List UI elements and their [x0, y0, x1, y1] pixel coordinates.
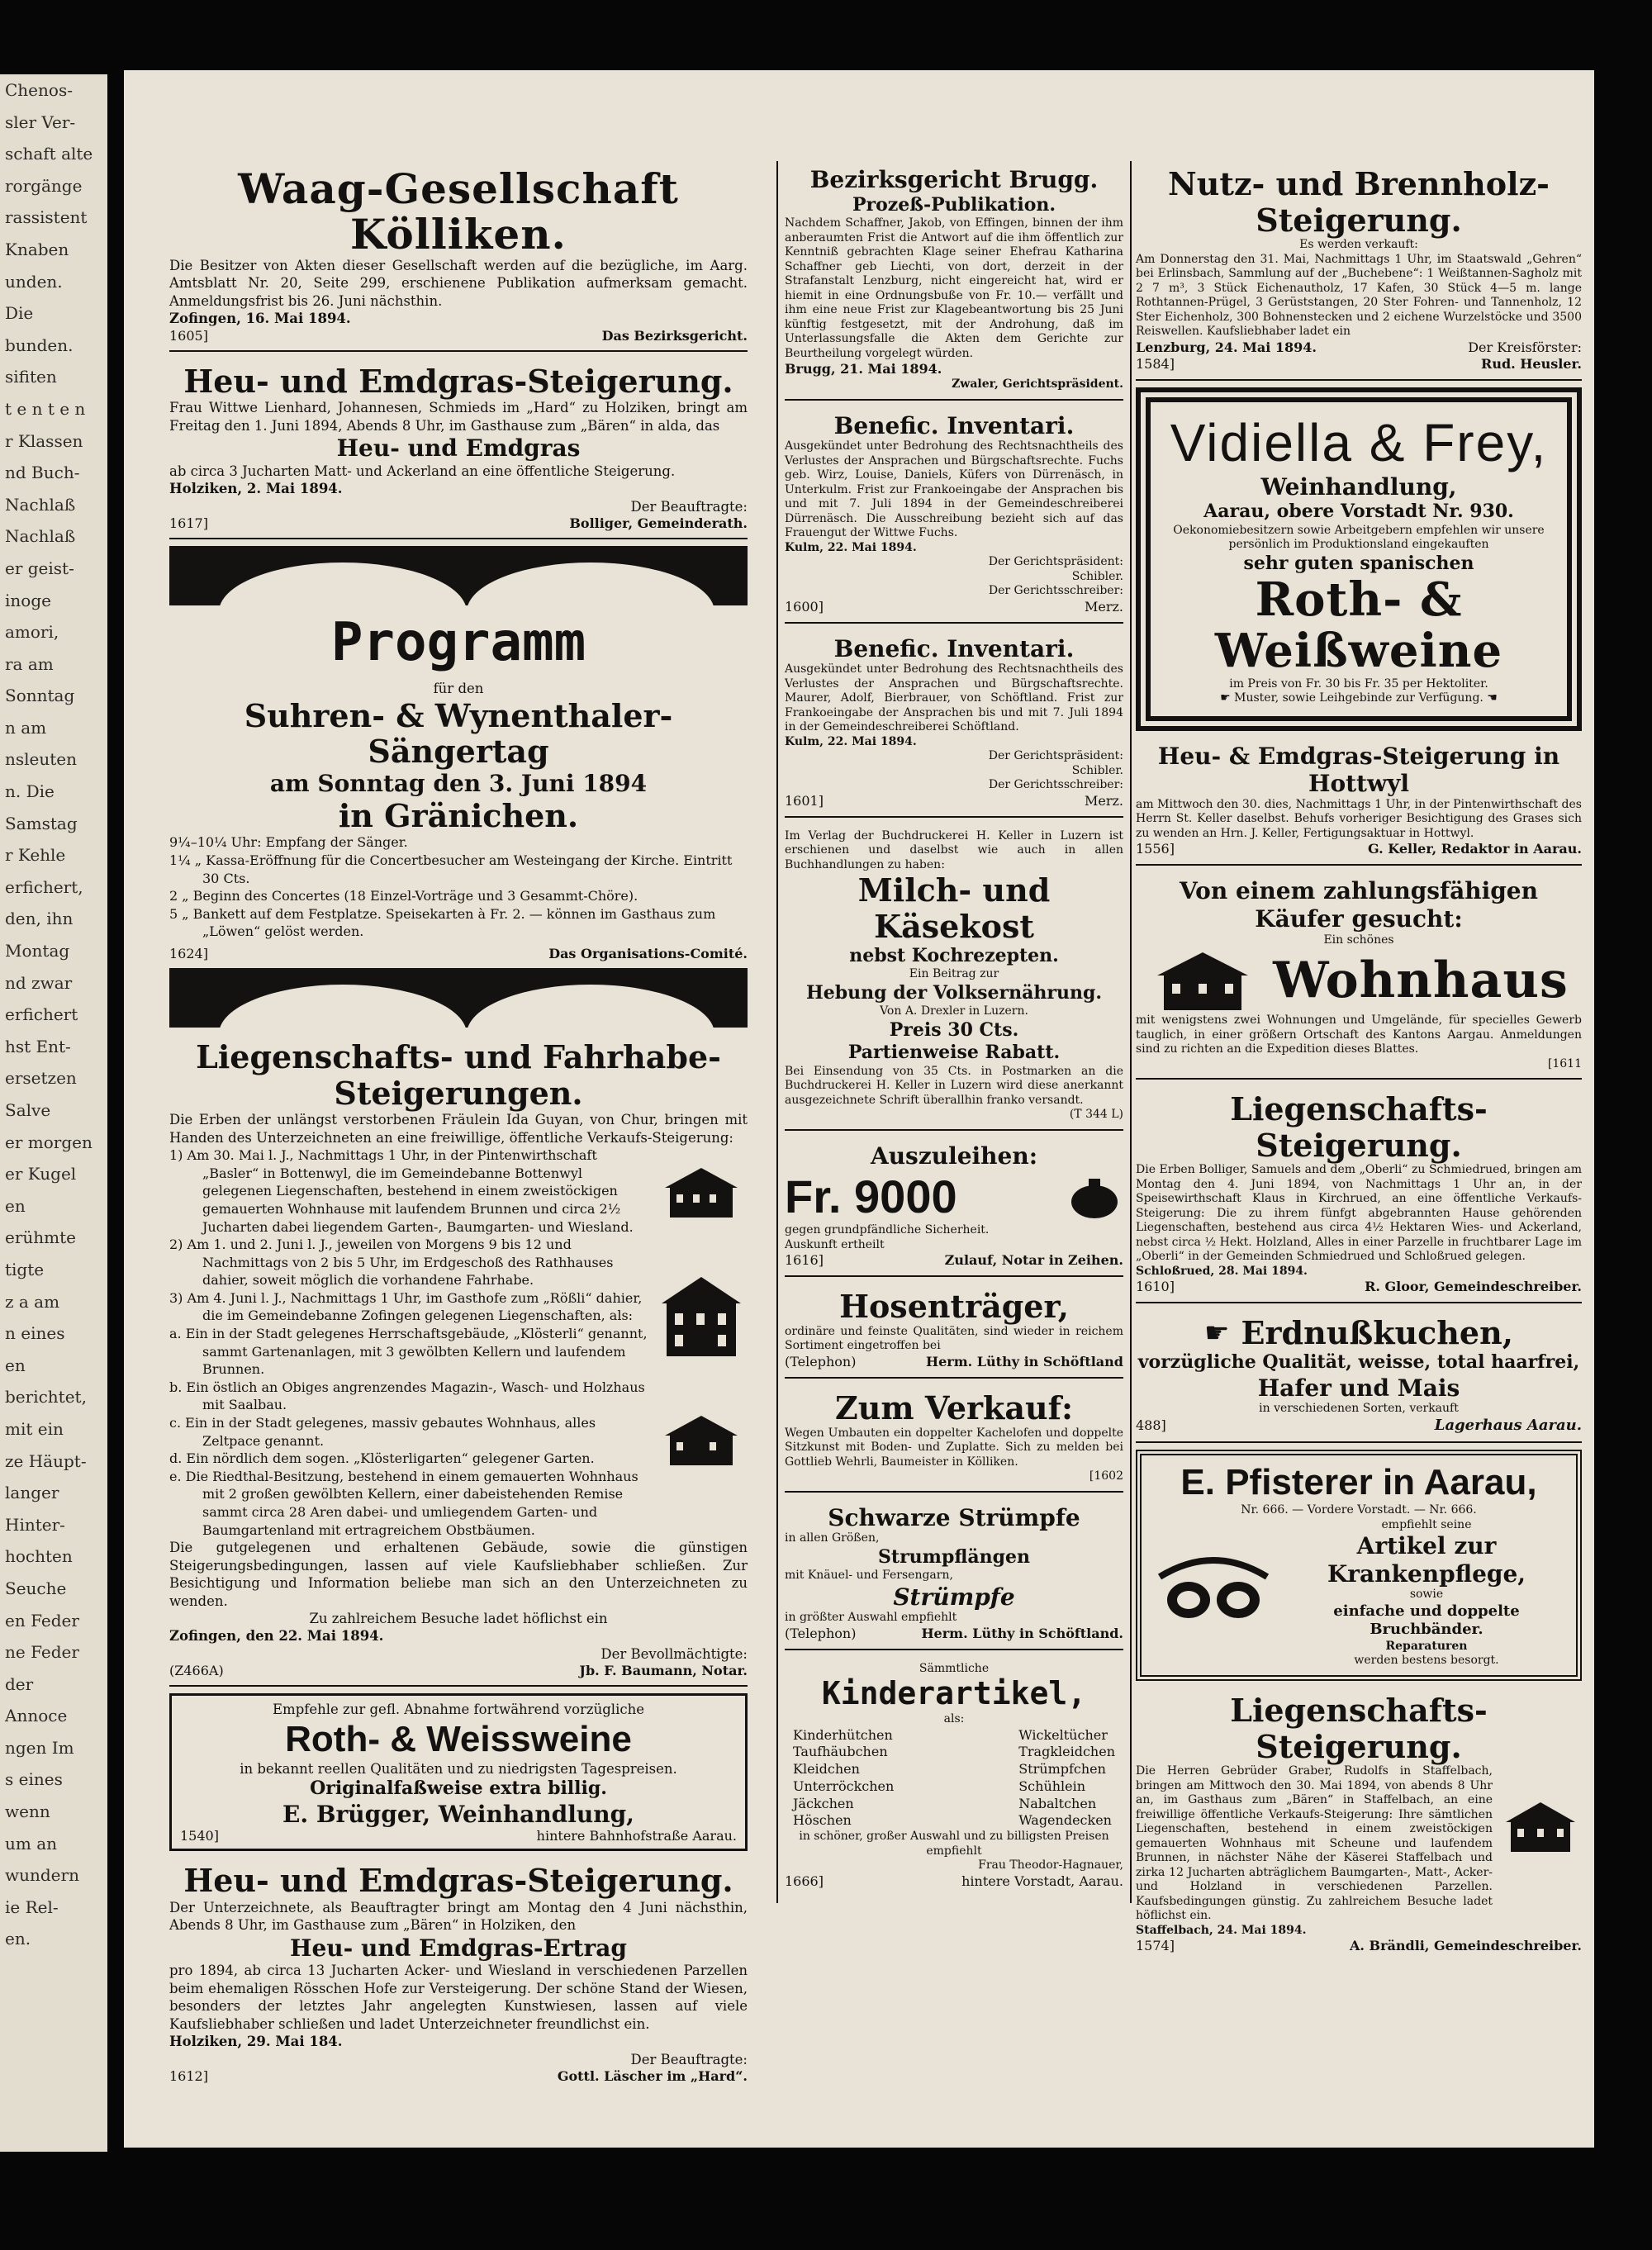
ad-number: 1601]	[785, 792, 824, 809]
ad-title: Schwarze Strümpfe	[828, 1503, 1080, 1531]
ad-name-1: Schibler.	[1071, 569, 1123, 583]
ad-subtitle: Prozeß-Publikation.	[852, 193, 1056, 216]
strip-line: en	[5, 1195, 26, 1216]
property-item: a. Ein in der Stadt gelegenes Herrschaftsgebäude, „Klösterli“ genannt, sammt Gartenanlagen, mit 3 gewölbten Kellern und laufendem Brunnen.	[169, 1326, 648, 1378]
ad-repair-2: werden bestens besorgt.	[1354, 1654, 1499, 1668]
ad-body: Oekonomiebesitzern sowie Arbeitgebern empfehlen wir unsere persönlich im Produktionsland eingekauften	[1173, 523, 1545, 552]
ad-title: Liegenschafts-Steigerung.	[1230, 1691, 1488, 1765]
strip-line: inoge	[5, 590, 51, 610]
ad-samples: ☛ Muster, sowie Leihgebinde zur Verfügung. ☚	[1220, 691, 1498, 705]
ad-emp: empfiehlt seine	[1381, 1517, 1472, 1531]
ad-body: Die Herren Gebrüder Graber, Rudolfs in Staffelbach, bringen am Mittwoch den 30. Mai 1894, von abends 8 Uhr an, im Gasthaus zum „Bären“ in Staffelbach, an eine freiwillige öffentliche Verkaufs-Steigerung: Ihre sämtlichen Liegenschaften, bestehend in einem zweistöckigen gemauerten Wohnhaus mit Scheune und laufendem Brunnen, in nächster Nähe der Käserei Staffelbach und zirka 12 Jucharten abträglichem Baumgarten-, Matt-, Acker- und Holzland in verschiedenen Parzellen. Kaufsbedingungen günstig. Zu zahlreichem Besuche ladet höflichst ein.	[1136, 1764, 1493, 1923]
ad-name-2: Merz.	[1084, 598, 1123, 615]
strip-line: t e n t e n	[5, 398, 86, 419]
strip-line: der	[5, 1673, 34, 1694]
adjacent-page-strip	[0, 74, 107, 2152]
strip-line: ngen Im	[5, 1737, 74, 1758]
ad-signature: Jb. F. Baumann, Notar.	[579, 1663, 748, 1679]
ad-signature: A. Brändli, Gemeindeschreiber.	[1350, 1938, 1582, 1954]
ad-title: Erdnußkuchen,	[1241, 1314, 1513, 1352]
ad-role: Der Beauftragte:	[630, 498, 748, 515]
strip-line: erühmte	[5, 1227, 76, 1248]
ad-title: Waag-Gesellschaft Kölliken.	[238, 164, 679, 259]
ad-body-3: in größter Auswahl empfiehlt	[785, 1611, 957, 1625]
ad-telephone: (Telephon)	[785, 1625, 857, 1641]
strip-line: n. Die	[5, 781, 55, 802]
kinder-item: Höschen	[793, 1812, 852, 1829]
ad-body: Der Unterzeichnete, als Beauftragter bringt am Montag den 4 Juni nächsthin, Abends 8 Uhr, im Gasthause zum „Bären“ in Holziken, den	[169, 1899, 748, 1934]
strip-line: z a am	[5, 1291, 60, 1312]
strip-line: Annoce	[5, 1706, 68, 1726]
program-date: am Sonntag den 3. Juni 1894	[269, 770, 648, 798]
ad-subtitle: in bekannt reellen Qualitäten und zu niedrigsten Tagespreisen.	[240, 1760, 677, 1777]
decorative-banner	[169, 968, 748, 1028]
ad-subtitle: Heu- und Emdgras-Ertrag	[290, 1934, 627, 1962]
ad-body: in schöner, großer Auswahl und zu billigsten Preisen empfiehlt	[799, 1830, 1109, 1858]
ad-body: Wegen Umbauten ein doppelter Kachelofen und doppelte Sitzkunst mit Boden- und Zuplatte. Sich zu melden bei Gottlieb Wehrli, Baumeister in Kölliken.	[785, 1426, 1123, 1469]
ad-title: Liegenschafts- und Fahrhabe-Steigerungen.	[196, 1037, 721, 1112]
ad-signature: Zulauf, Notar in Zeihen.	[944, 1252, 1123, 1269]
house-illustration	[657, 1411, 746, 1469]
strip-line: wenn	[5, 1801, 50, 1822]
strip-line: schaft alte	[5, 144, 93, 164]
ad-body: Ausgekündet unter Bedrohung des Rechtsnachtheils des Verlustes der Ansprachen und Bürgschaftsrechte. Maurer, Adolf, Bierbrauer, von Schöftland. Frist zur Frankoeingabe der Ansprachen bis und mit 7. Juli 1894 in der Gemeindeschreiberei Schöftland.	[785, 662, 1123, 734]
strip-line: sifiten	[5, 367, 57, 387]
ad-articles: Artikel zur Krankenpflege,	[1327, 1532, 1526, 1588]
kinder-list-left	[793, 1727, 894, 1830]
program-festival: Suhren- & Wynenthaler-Sängertag	[244, 696, 673, 771]
ad-outro: Die gutgelegenen und erhaltenen Gebäude, sowie die günstigen Steigerungsbedingungen, lassen auf viele Kaufsliebhaber schließen. Zur Besichtigung und Information beliebe man sich an den Unterzeichneten zu wenden.	[169, 1540, 748, 1609]
ad-name: E. Brügger, Weinhandlung,	[282, 1800, 634, 1828]
ad-outro-2: Zu zahlreichem Besuche ladet höflichst ein	[309, 1610, 608, 1626]
column-3	[1136, 161, 1582, 1968]
ad-body: Die Besitzer von Akten dieser Gesellschaft werden auf die bezügliche, im Aarg. Amtsblatt Nr. 20, Seite 299, erschienene Publikation aufmerksam gemacht. Anmeldungsfrist bis 26. Juni nächsthin.	[169, 258, 748, 309]
ad-subtitle: Heu- und Emdgras	[336, 434, 581, 463]
ad-place: Holziken, 2. Mai 1894.	[169, 481, 343, 497]
ad-number: 1556]	[1136, 841, 1175, 857]
ad-sowie: sowie	[1409, 1588, 1444, 1602]
ad-title: Kinderartikel,	[821, 1675, 1087, 1712]
strip-line: s eines	[5, 1769, 63, 1790]
ad-subtitle-2: Strümpfe	[893, 1583, 1015, 1611]
ad-benefic-1	[785, 407, 1123, 624]
ad-place: Kulm, 22. Mai 1894.	[785, 734, 917, 748]
ad-number: 1540]	[180, 1828, 219, 1844]
ad-signature: Bolliger, Gemeinderath.	[569, 515, 748, 532]
strip-line: amori,	[5, 622, 59, 643]
ad-body-2: pro 1894, ab circa 13 Jucharten Acker- und Wiesland in verschiedenen Parzellen beim ehemaligen Rösschen Hofe zur Versteigerung. Der schöne Stand der Wiesen, besonders der letztes Jahr angelegten Kunstwiesen, lassen auf viele Kaufsliebhaber schließen und ladet Unterzeichneter freundlichst ein.	[169, 1963, 748, 2032]
ad-big-word: Wohnhaus	[1273, 952, 1569, 1010]
ad-address: Aarau, obere Vorstadt Nr. 930.	[1203, 501, 1514, 523]
program-item: 9¼–10¼ Uhr: Empfang der Sänger.	[169, 834, 408, 851]
ad-title: Benefic. Inventari.	[833, 634, 1075, 662]
ad-body: in verschiedenen Sorten, verkauft	[1259, 1402, 1459, 1416]
ad-wohnhaus-gesucht	[1136, 872, 1582, 1080]
ad-nutz-brennholz	[1136, 161, 1582, 381]
strip-line: Knaben	[5, 239, 69, 259]
ad-title: Milch- und Käsekost	[857, 871, 1051, 945]
ad-role-2: Der Gerichtsschreiber:	[988, 778, 1123, 792]
pointing-hand-icon: ☚	[1483, 691, 1498, 705]
ad-body: gegen grundpfändliche Sicherheit.	[785, 1223, 990, 1237]
ad-wines: Roth- & Weißweine	[1214, 572, 1503, 679]
ad-auszuleihen	[785, 1137, 1123, 1278]
ad-hottwyl	[1136, 738, 1582, 866]
property-item: 3) Am 4. Juni l. J., Nachmittags 1 Uhr, im Gasthofe zum „Rößli“ dahier, die im Gemeindebanne Zofingen gelegenen Liegenschaften, als:	[169, 1289, 643, 1324]
ad-top: Empfehle zur gefl. Abnahme fortwährend vorzügliche	[273, 1702, 644, 1718]
kinder-item: Strümpfchen	[1018, 1761, 1106, 1778]
strip-line: Salve	[5, 1100, 51, 1120]
ad-name-2: Merz.	[1084, 792, 1123, 809]
column-2	[776, 161, 1132, 1903]
ad-address: Nr. 666. — Vordere Vorstadt. — Nr. 666.	[1241, 1503, 1477, 1517]
ad-title: Auszuleihen:	[870, 1142, 1038, 1170]
strip-line: rassistent	[5, 207, 88, 228]
ad-signature: Rud. Heusler.	[1481, 355, 1582, 372]
ad-quality: vorzügliche Qualität, weisse, total haarfrei,	[1137, 1351, 1580, 1374]
ad-title: Roth- & Weissweine	[285, 1718, 632, 1759]
strip-line: en	[5, 1355, 26, 1375]
ad-heu-emdgras-2	[169, 1858, 748, 2091]
ad-title: E. Pfisterer in Aarau,	[1180, 1462, 1537, 1503]
strip-line: ie Rel-	[5, 1896, 59, 1917]
strip-line: n am	[5, 717, 47, 738]
kinder-item: Kleidchen	[793, 1761, 860, 1778]
ad-vidiella-frey	[1136, 387, 1582, 731]
ad-number: 1624]	[169, 945, 208, 961]
villa-illustration	[657, 1270, 746, 1361]
ad-title: Heu- und Emdgras-Steigerung.	[183, 1862, 733, 1900]
ad-number: [1602	[1089, 1469, 1123, 1483]
kinder-item: Wagendecken	[1018, 1812, 1112, 1829]
ad-role: Der Bevollmächtigte:	[601, 1645, 748, 1662]
ad-signature: Herm. Lüthy in Schöftland.	[921, 1625, 1123, 1641]
ad-telephone: (Telephon)	[785, 1353, 857, 1369]
ad-bezirksgericht	[785, 161, 1123, 401]
ad-intro: Es werden verkauft:	[1299, 238, 1418, 252]
ad-place: Staffelbach, 24. Mai 1894.	[1136, 1923, 1307, 1937]
ad-place: Holziken, 29. Mai 184.	[169, 2034, 343, 2050]
strip-line: ze Häupt-	[5, 1450, 87, 1471]
ad-signature: Zwaler, Gerichtspräsident.	[952, 377, 1123, 392]
ad-signature: R. Gloor, Gemeindeschreiber.	[1365, 1279, 1582, 1295]
ad-top: Sämmtliche	[919, 1661, 990, 1675]
ad-address: hintere Bahnhofstraße Aarau.	[536, 1828, 737, 1844]
ad-signature: G. Keller, Redaktor in Aarau.	[1368, 841, 1582, 857]
strip-line: en Feder	[5, 1610, 79, 1631]
money-bag-icon	[1066, 1172, 1123, 1222]
ad-price: Preis 30 Cts.	[889, 1018, 1019, 1041]
ad-subtitle-2: Ein Beitrag zur	[909, 967, 999, 981]
kinder-item: Taufhäubchen	[793, 1744, 888, 1760]
ad-number: 1616]	[785, 1252, 824, 1269]
strip-line: Seuche	[5, 1578, 67, 1598]
strip-line: tigte	[5, 1259, 45, 1279]
strip-line: Sonntag	[5, 686, 75, 706]
ad-milch-kaesekost	[785, 824, 1123, 1131]
property-item: b. Ein östlich an Obiges angrenzendes Magazin-, Wasch- und Holzhaus mit Saalbau.	[169, 1379, 645, 1413]
ad-zum-verkauf	[785, 1385, 1123, 1493]
program-place: in Gränichen.	[338, 796, 579, 834]
ad-address: hintere Vorstadt, Aarau.	[961, 1873, 1123, 1889]
strip-line: er Kugel	[5, 1164, 77, 1184]
ad-number: 1666]	[785, 1873, 824, 1889]
ad-repair: Reparaturen	[1385, 1639, 1468, 1653]
ad-signature: Herm. Lüthy in Schöftland	[926, 1353, 1123, 1369]
truss-illustration	[1151, 1552, 1275, 1635]
program-items	[169, 833, 748, 941]
ad-place: Lenzburg, 24. Mai 1894.	[1136, 339, 1317, 355]
ad-number: 1610]	[1136, 1279, 1175, 1295]
ad-number: [1611	[1547, 1056, 1582, 1070]
newspaper-page	[124, 70, 1594, 2148]
pointing-hand-icon: ☛	[1204, 1317, 1230, 1350]
house-illustration	[1149, 947, 1256, 1013]
strip-line: bunden.	[5, 335, 74, 355]
program-title: Programm	[330, 612, 586, 674]
ad-subtitle: Weinhandlung,	[1260, 472, 1457, 501]
ad-waag	[169, 161, 748, 352]
ad-place: Zofingen, 16. Mai 1894.	[169, 311, 351, 327]
ad-code: (T 344 L)	[1069, 1108, 1123, 1122]
ad-kinderartikel	[785, 1657, 1123, 1896]
property-item: 2) Am 1. und 2. Juni l. J., jeweilen von Morgens 9 bis 12 und Nachmittags von 2 bis 5 Uhr, im Erdgeschoß des Rathhauses dahier, soweit möglich die vorhandene Fahrhabe.	[169, 1237, 614, 1289]
ad-benefic-2	[785, 630, 1123, 818]
ad-bruegger-weine	[169, 1693, 748, 1851]
strip-line: um an	[5, 1833, 58, 1854]
ad-hosentraeger	[785, 1284, 1123, 1379]
ad-signature: Gottl. Läscher im „Hard“.	[557, 2068, 748, 2084]
ad-title: Bezirksgericht Brugg.	[809, 166, 1099, 193]
ad-body: Nachdem Schaffner, Jakob, von Effingen, binnen der ihm anberaumten Frist die Antwort auf die ihm öffentlich zur Kenntniß gebrachten Klage seiner Ehefrau Katharina Schaffner geb Liechti, von dort, derzeit in der Strafanstalt Lenzburg, nicht eingereicht hat, wird er hiemit in eine Ordnungsbuße von Fr. 10.— verfällt und ihm eine neue Frist zur Klagebeantwortung bis 25 Juni künftig festgesetzt, mit der Androhung, daß im Unterlassungsfalle die Akten dem Gerichte zur Beurtheilung vorgelegt würden.	[785, 216, 1123, 360]
strip-line: Die	[5, 303, 34, 324]
ad-number: 1600]	[785, 598, 824, 615]
ad-info: Auskunft ertheilt	[785, 1237, 885, 1251]
strip-line: en.	[5, 1929, 31, 1949]
ad-signature: Das Bezirksgericht.	[601, 327, 748, 344]
ad-subtitle: Strumpflängen	[878, 1545, 1030, 1568]
ad-body: Ausgekündet unter Bedrohung des Rechtsnachtheils des Verlustes der Ansprachen und Bürgschaftsrechte. Fuchs geb. Wirz, Louise, Daniels, Küfers von Dürrenäsch, in Unterkulm. Frist zur Frankoeingabe der Ansprachen bis und mit 7. Juli 1894 in der Gemeindeschreiberei Dürrenäsch. Die Ausschreibung bezieht sich auf das Frauengut der Wittwe Fuchs.	[785, 439, 1123, 540]
ad-body-2: ab circa 3 Jucharten Matt- und Ackerland an eine öffentliche Steigerung.	[169, 463, 676, 479]
ad-signature: Lagerhaus Aarau.	[1434, 1416, 1582, 1434]
property-item: d. Ein nördlich dem sogen. „Klösterligarten“ gelegener Garten.	[169, 1450, 595, 1467]
ad-title: Heu- und Emdgras-Steigerung.	[183, 362, 733, 400]
ad-heu-emdgras-1	[169, 358, 748, 539]
ad-role: Der Beauftragte:	[630, 2051, 748, 2067]
house-illustration	[657, 1163, 746, 1221]
ad-number: 1617]	[169, 515, 208, 532]
property-item: 1) Am 30. Mai l. J., Nachmittags 1 Uhr, in der Pintenwirthschaft „Basler“ in Bottenwyl, die im Gemeindebanne Bottenwyl gelegenen Liegenschaften, bestehend in einem zweistöckigen gemauerten Wohnhause mit laufendem Brunnen und circa 2½ Jucharten dabei liegendem Garten-, Baumgarten- und Wiesland.	[169, 1147, 634, 1235]
strip-line: berichtet,	[5, 1387, 87, 1407]
strip-line: nd Buch-	[5, 463, 80, 483]
strip-line: erfichert	[5, 1004, 78, 1025]
strip-line: Montag	[5, 941, 70, 961]
pointing-hand-icon: ☛	[1220, 691, 1235, 705]
ad-title: Benefic. Inventari.	[833, 411, 1075, 439]
ad-subtitle: nebst Kochrezepten.	[849, 944, 1059, 966]
ad-liegenschafts-steigerung-1	[1136, 1086, 1582, 1303]
strip-line: sler Ver-	[5, 112, 76, 132]
ad-liegenschaften-fahrhabe	[169, 1034, 748, 1687]
strip-line: r Kehle	[5, 845, 66, 866]
kinder-item: Wickeltücher	[1018, 1726, 1108, 1743]
strip-line: ra am	[5, 653, 54, 674]
ad-price: im Preis von Fr. 30 bis Fr. 35 per Hektoliter.	[1229, 676, 1488, 691]
ad-role: Der Kreisförster:	[1468, 339, 1582, 355]
ad-place: Brugg, 21. Mai 1894.	[785, 361, 942, 377]
strip-line: r Klassen	[5, 430, 83, 451]
kinder-item: Jäckchen	[793, 1795, 854, 1811]
ad-subtitle: Hafer und Mais	[1257, 1374, 1460, 1402]
ad-number: 488]	[1136, 1417, 1166, 1433]
ad-schwarze-struempfe	[785, 1499, 1123, 1650]
ad-original: Originalfaßweise extra billig.	[310, 1778, 607, 1800]
ad-body: mit wenigstens zwei Wohnungen und Umgelände, für specielles Gewerb tauglich, in einer größern Ortschaft des Kantons Aargau. Anmeldungen sind zu richten an die Expedition dieses Blattes.	[1136, 1013, 1582, 1056]
ad-place: Schloßrued, 28. Mai 1894.	[1136, 1264, 1308, 1278]
kinder-item: Nabaltchen	[1018, 1795, 1097, 1811]
ad-body: Bei Einsendung von 35 Cts. in Postmarken an die Buchdruckerei H. Keller in Luzern wird diese anerkannt ausgezeichnete Schrift überallhin franko versandt.	[785, 1064, 1123, 1107]
ad-title: Von einem zahlungsfähigen Käufer gesucht:	[1180, 877, 1538, 933]
strip-line: wundern	[5, 1865, 79, 1886]
ad-place: Kulm, 22. Mai 1894.	[785, 540, 917, 554]
ad-name-1: Schibler.	[1071, 763, 1123, 777]
ad-body: am Mittwoch den 30. dies, Nachmittags 1 Uhr, in der Pintenwirthschaft des Herrn St. Keller daselbst. Behufs vorheriger Besichtigung des Grases sich zu wenden an Hrn. J. Keller, Fertigungsaktuar in Hottwyl.	[1136, 797, 1582, 840]
strip-line: rorgänge	[5, 175, 83, 196]
ad-title: Liegenschafts-Steigerung.	[1230, 1090, 1488, 1164]
property-list	[169, 1146, 648, 1539]
ad-subtitle-3: Hebung der Volksernährung.	[806, 981, 1102, 1004]
ad-number: (Z466A)	[169, 1663, 224, 1679]
strip-line: n eines	[5, 1323, 65, 1344]
strip-line: nsleuten	[5, 749, 78, 770]
ad-number: 1574]	[1136, 1938, 1175, 1954]
ad-discount: Partienweise Rabatt.	[847, 1042, 1061, 1064]
ad-role-2: Der Gerichtsschreiber:	[988, 584, 1123, 598]
kinder-item: Kinderhütchen	[793, 1726, 893, 1743]
ad-role-1: Der Gerichtspräsident:	[988, 555, 1123, 569]
strip-line: hochten	[5, 1546, 73, 1567]
ad-body: in allen Größen,	[785, 1531, 880, 1545]
ad-place: Zofingen, den 22. Mai 1894.	[169, 1628, 384, 1645]
ad-als: als:	[943, 1712, 965, 1725]
decorative-banner	[169, 546, 748, 605]
ad-liegenschafts-steigerung-2	[1136, 1688, 1582, 1961]
program-for: für den	[433, 681, 484, 697]
property-item: c. Ein in der Stadt gelegenes, massiv gebautes Wohnhaus, alles Zeltpace genannt.	[169, 1415, 596, 1449]
column-1	[169, 161, 748, 2097]
ad-body: Am Donnerstag den 31. Mai, Nachmittags 1 Uhr, im Staatswald „Gehren“ bei Erlinsbach, Sammlung auf der „Buchebene“: 1 Weißtannen-Sagholz mit 2 7 m³, 3 Stück Eichenautholz, 17 Kafen, 30 Stück 4—5 m. lange Rothtannen-Prügel, 3 Gerüststangen, 20 Ster Fohren- und Tannenholz, 12 Ster Eichenholz, 300 Bohnenstecken und 2 eichene Wurzelstöcke und 3500 Reiswellen. Kaufsliebhaber ladet ein	[1136, 252, 1582, 339]
ad-bruch: einfache und doppelte Bruchbänder.	[1333, 1602, 1520, 1639]
program-item: 5 „ Bankett auf dem Festplatze. Speisekarten à Fr. 2. — können im Gasthaus zum „Löwen“ gelöst werden.	[169, 905, 716, 940]
strip-line: er morgen	[5, 1132, 93, 1152]
strip-line: ne Feder	[5, 1642, 79, 1663]
ad-title: Hosenträger,	[839, 1288, 1069, 1326]
strip-line: langer	[5, 1483, 59, 1503]
strip-line: Chenos-	[5, 80, 73, 100]
house-illustration	[1499, 1797, 1582, 1855]
ad-pfisterer	[1136, 1450, 1582, 1681]
ad-body: Frau Wittwe Lienhard, Johannesen, Schmieds im „Hard“ zu Holziken, bringt am Freitag den 1. Juni 1894, Abends 8 Uhr, im Gasthause zum „Bären“ in alda, das	[169, 400, 748, 434]
strip-line: er geist-	[5, 558, 74, 578]
property-item: e. Die Riedthal-Besitzung, bestehend in einem gemauerten Wohnhaus mit 2 großen gewölbten Kellern, einer dabeistehenden Remise sammt circa 28 Aren dabei- und umliegendem Garten- und Baumgartenland mit ertragreichem Obstbäumen.	[169, 1468, 638, 1538]
ad-intro: Die Erben der unlängst verstorbenen Fräulein Ida Guyan, von Chur, bringen mit Handen des Unterzeichneten an eine freiwillige, öffentliche Verkaufs-Steigerung:	[169, 1112, 748, 1146]
ad-title: Heu- & Emdgras-Steigerung in Hottwyl	[1157, 742, 1560, 798]
ad-number: 1584]	[1136, 355, 1175, 372]
strip-line: erfichert,	[5, 876, 83, 897]
kinder-item: Unterröckchen	[793, 1778, 895, 1794]
strip-line: hst Ent-	[5, 1036, 71, 1056]
strip-line: den, ihn	[5, 909, 74, 929]
strip-line: Nachlaß	[5, 526, 76, 547]
ad-number: 1612]	[169, 2068, 208, 2084]
ad-number: 1605]	[169, 327, 208, 344]
ad-title: Zum Verkauf:	[835, 1388, 1073, 1426]
ad-erdnusskuchen	[1136, 1310, 1582, 1443]
kinder-item: Tragkleidchen	[1018, 1744, 1115, 1760]
ad-body: ordinäre und feinste Qualitäten, sind wieder in reichem Sortiment eingetroffen bei	[785, 1324, 1123, 1353]
ad-title: Vidiella & Frey,	[1170, 412, 1548, 472]
ad-name: Frau Theodor-Hagnauer,	[978, 1858, 1123, 1873]
ad-body-2: mit Knäuel- und Fersengarn,	[785, 1569, 953, 1583]
strip-line: nd zwar	[5, 972, 73, 993]
ad-top: Im Verlag der Buchdruckerei H. Keller in Luzern ist erschienen und daselbst wie auch in allen Buchhandlungen zu haben:	[785, 828, 1123, 871]
ad-ein: Ein schönes	[1323, 933, 1394, 947]
ad-body: Die Erben Bolliger, Samuels and dem „Oberli“ zu Schmiedrued, bringen am Montag den 4. Juni 1894, von Nachmittags 1 Uhr an, in der Speisewirthschaft Klaus in Kirchrued, an eine öffentliche Verkaufs-Steigerung: Die zu ihrem fünfgt abgebrannten Hause gehörenden Liegenschaften, bestehend aus circa 4½ Hektaren Wies- und Ackerland, nebst circa ½ Hekt. Holzland, Alles in einer Parzelle in fruchtbarer Lage im „Oberli“ in der Gemeinden Schmiedrued und Schloßrued gelegen.	[1136, 1163, 1582, 1264]
loan-amount: Fr. 9000	[785, 1170, 957, 1223]
strip-line: mit ein	[5, 1418, 64, 1439]
ad-author: Von A. Drexler in Luzern.	[880, 1004, 1028, 1018]
strip-line: Samstag	[5, 813, 78, 833]
strip-line: unden.	[5, 271, 63, 292]
ad-title: Nutz- und Brennholz-Steigerung.	[1168, 165, 1550, 239]
ad-signature: Das Organisations-Comité.	[548, 945, 748, 961]
strip-line: Nachlaß	[5, 494, 76, 515]
program-item: 2 „ Beginn des Concertes (18 Einzel-Vorträge und 3 Gesammt-Chöre).	[169, 888, 638, 904]
ad-quality: sehr guten spanischen	[1243, 552, 1474, 574]
ad-role-1: Der Gerichtspräsident:	[988, 749, 1123, 763]
program-item: 1¼ „ Kassa-Eröffnung für die Concertbesucher am Westeingang der Kirche. Eintritt 30 Cts.	[169, 852, 733, 886]
kinder-list-right	[1018, 1727, 1115, 1830]
strip-line: Hinter-	[5, 1514, 65, 1535]
kinder-item: Schühlein	[1018, 1778, 1086, 1794]
strip-line: ersetzen	[5, 1068, 77, 1089]
